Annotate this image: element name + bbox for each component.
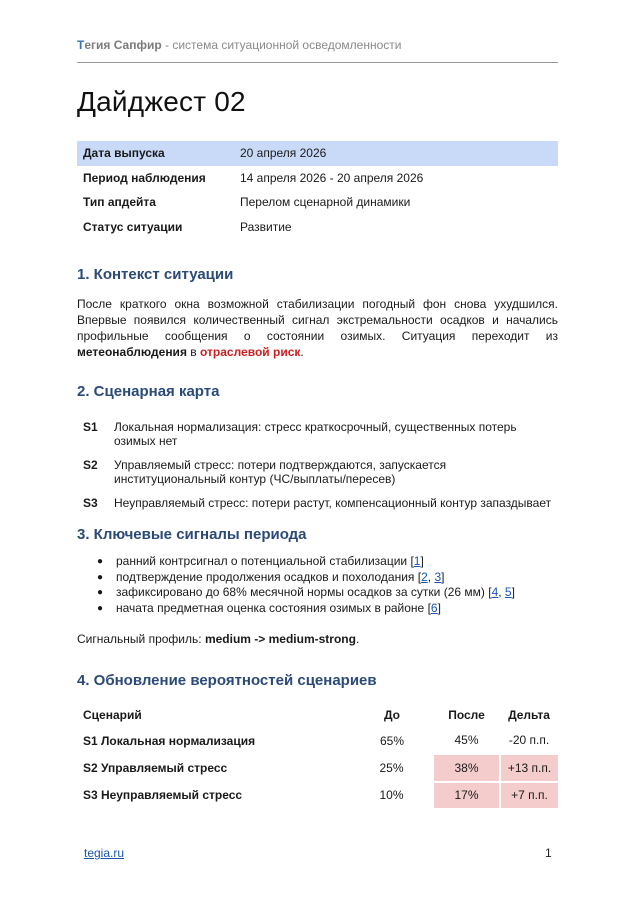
list-item: ● зафиксировано до 68% месячной нормы осадков за сутки (26 мм) [4, 5] [97,585,515,599]
bullet-icon: ● [97,587,104,598]
list-item: ● подтверждение продолжения осадков и похолодания [2, 3] [97,569,445,584]
meta-value: Перелом сценарной динамики [240,195,411,210]
table-row [77,782,558,809]
footer-link[interactable]: tegia.ru [84,846,125,860]
meta-row [77,166,558,191]
list-item: ● ранний контрсигнал о потенциальной стабилизации [1] [97,554,424,568]
reference-link[interactable]: 6 [430,600,438,615]
scenario-text: Управляемый стресс: потери подтверждаются, запускается институциональный контур (ЧС/выплаты/пересев) [114,458,447,486]
value-after: 45% [454,733,479,748]
scenario-name: S1 Локальная нормализация [83,733,256,748]
table-row [77,754,558,782]
page-number: 1 [545,846,552,860]
signals-list [77,554,515,616]
meta-value: 14 апреля 2026 - 20 апреля 2026 [240,170,424,185]
column-header: До [383,707,401,722]
header-divider [77,62,558,63]
list-item: ● начата предметная оценка состояния озимых в районе [6] [97,600,441,615]
value-delta: -20 п.п. [508,733,550,748]
document-header [77,38,558,52]
scenario-id: S2 [83,458,98,472]
page-title: Дайджест 02 [77,86,246,117]
probability-table [77,702,558,808]
table-row [77,728,558,755]
section-heading-signals: 3. Ключевые сигналы периода [77,526,307,543]
scenario-name: S3 Неуправляемый стресс [83,787,243,802]
meta-row [77,190,558,215]
value-delta: +7 п.п. [500,782,558,809]
meta-row [77,141,558,166]
meta-key: Период наблюдения [83,170,206,185]
meta-value: Развитие [240,219,292,234]
value-after: 38% [433,754,500,782]
meta-key: Статус ситуации [83,219,183,234]
bullet-icon: ● [97,556,104,567]
value-delta: +13 п.п. [500,754,558,782]
scenario-name: S2 Управляемый стресс [83,760,228,775]
context-paragraph: После краткого окна возможной стабилизации погодный фон снова ухудшился. Впервые появился количественный сигнал экстремальности осадков и начались профильные сообщения о состоянии озимых. Ситуация переходит из метеонаблюдения в отраслевой риск. [77,297,558,359]
reference-link[interactable]: 1 [413,554,421,568]
column-header: Дельта [508,707,550,722]
meta-key: Дата выпуска [77,141,234,166]
value-before: 65% [379,733,405,748]
section-heading-scenarios: 2. Сценарная карта [77,383,220,400]
reference-link[interactable]: 3 [434,569,442,584]
reference-link[interactable]: 4 [491,585,499,599]
column-header: Сценарий [83,707,142,722]
value-before: 25% [379,760,404,775]
bullet-icon: ● [97,602,104,614]
meta-key: Тип апдейта [83,195,156,210]
section-heading-context: 1. Контекст ситуации [77,266,234,283]
meta-table [77,141,558,239]
section-heading-probabilities: 4. Обновление вероятностей сценариев [77,672,377,689]
column-header: После [448,707,485,722]
meta-value: 20 апреля 2026 [234,141,558,166]
meta-row [77,215,558,240]
scenario-id: S3 [83,496,98,510]
value-after: 17% [433,782,500,809]
bullet-icon: ● [97,571,104,583]
scenario-text: Неуправляемый стресс: потери растут, компенсационный контур запаздывает [114,496,552,510]
scenario-id: S1 [83,420,98,434]
reference-link[interactable]: 2 [421,569,428,584]
table-header-row [77,702,558,728]
brand-name: Tегия Сапфир [77,38,162,52]
signal-profile: Сигнальный профиль: medium -> medium-strong. [77,632,360,646]
reference-link[interactable]: 5 [504,585,512,599]
scenario-text: Локальная нормализация: стресс краткосрочный, существенных потерь озимых нет [114,420,517,448]
header-subtitle: - система ситуационной осведомленности [161,38,402,52]
value-before: 10% [379,787,404,802]
